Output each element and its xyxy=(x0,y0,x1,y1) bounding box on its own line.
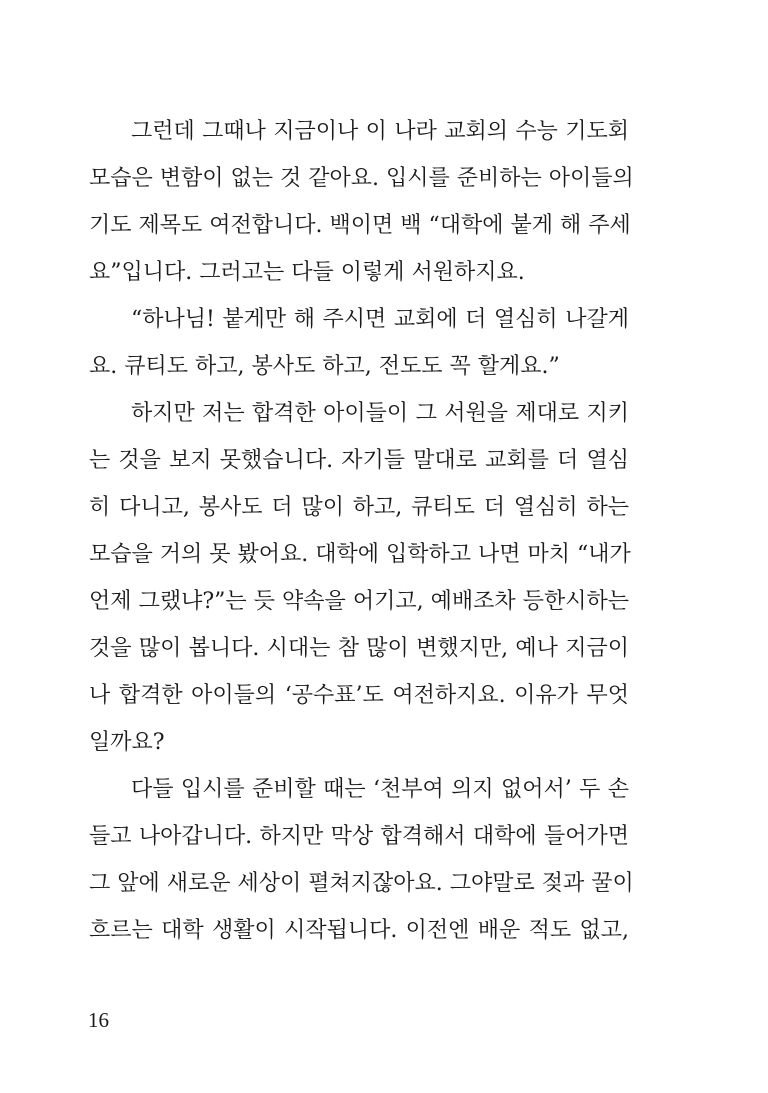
body-text xyxy=(89,112,634,958)
text-line: 흐르는 대학 생활이 시작됩니다. 이전엔 배운 적도 없고, xyxy=(89,918,629,943)
text-line: 기도 제목도 여전합니다. 백이면 백 “대학에 붙게 해 주세 xyxy=(89,213,631,238)
text-line: 요. 큐티도 하고, 봉사도 하고, 전도도 꼭 할게요.” xyxy=(89,354,560,379)
text-line: 언제 그랬냐?”는 듯 약속을 어기고, 예배조차 등한시하는 xyxy=(89,589,629,614)
text-line: 다들 입시를 준비할 때는 ‘천부여 의지 없어서’ 두 손 xyxy=(131,777,629,802)
text-line: 그 앞에 새로운 세상이 펼쳐지잖아요. 그야말로 젖과 꿀이 xyxy=(89,871,634,896)
text-line: 요”입니다. 그러고는 다들 이렇게 서원하지요. xyxy=(89,260,525,285)
text-line: 모습은 변함이 없는 것 같아요. 입시를 준비하는 아이들의 xyxy=(89,166,634,191)
text-line: 히 다니고, 봉사도 더 많이 하고, 큐티도 더 열심히 하는 xyxy=(89,495,629,520)
page-number: 16 xyxy=(88,1008,109,1032)
text-line: 것을 많이 봅니다. 시대는 참 많이 변했지만, 예나 지금이 xyxy=(89,636,629,661)
text-line: 모습을 거의 못 봤어요. 대학에 입학하고 나면 마치 “내가 xyxy=(89,542,631,567)
text-line: 하지만 저는 합격한 아이들이 그 서원을 제대로 지키 xyxy=(131,401,629,426)
text-line: 일까요? xyxy=(89,730,165,755)
text-line: “하나님! 붙게만 해 주시면 교회에 더 열심히 나갈게 xyxy=(131,307,629,332)
text-line: 그런데 그때나 지금이나 이 나라 교회의 수능 기도회 xyxy=(131,119,629,144)
text-line: 나 합격한 아이들의 ‘공수표’도 여전하지요. 이유가 무엇 xyxy=(89,683,629,708)
text-line: 는 것을 보지 못했습니다. 자기들 말대로 교회를 더 열심 xyxy=(89,448,629,473)
text-line: 들고 나아갑니다. 하지만 막상 합격해서 대학에 들어가면 xyxy=(89,824,629,849)
